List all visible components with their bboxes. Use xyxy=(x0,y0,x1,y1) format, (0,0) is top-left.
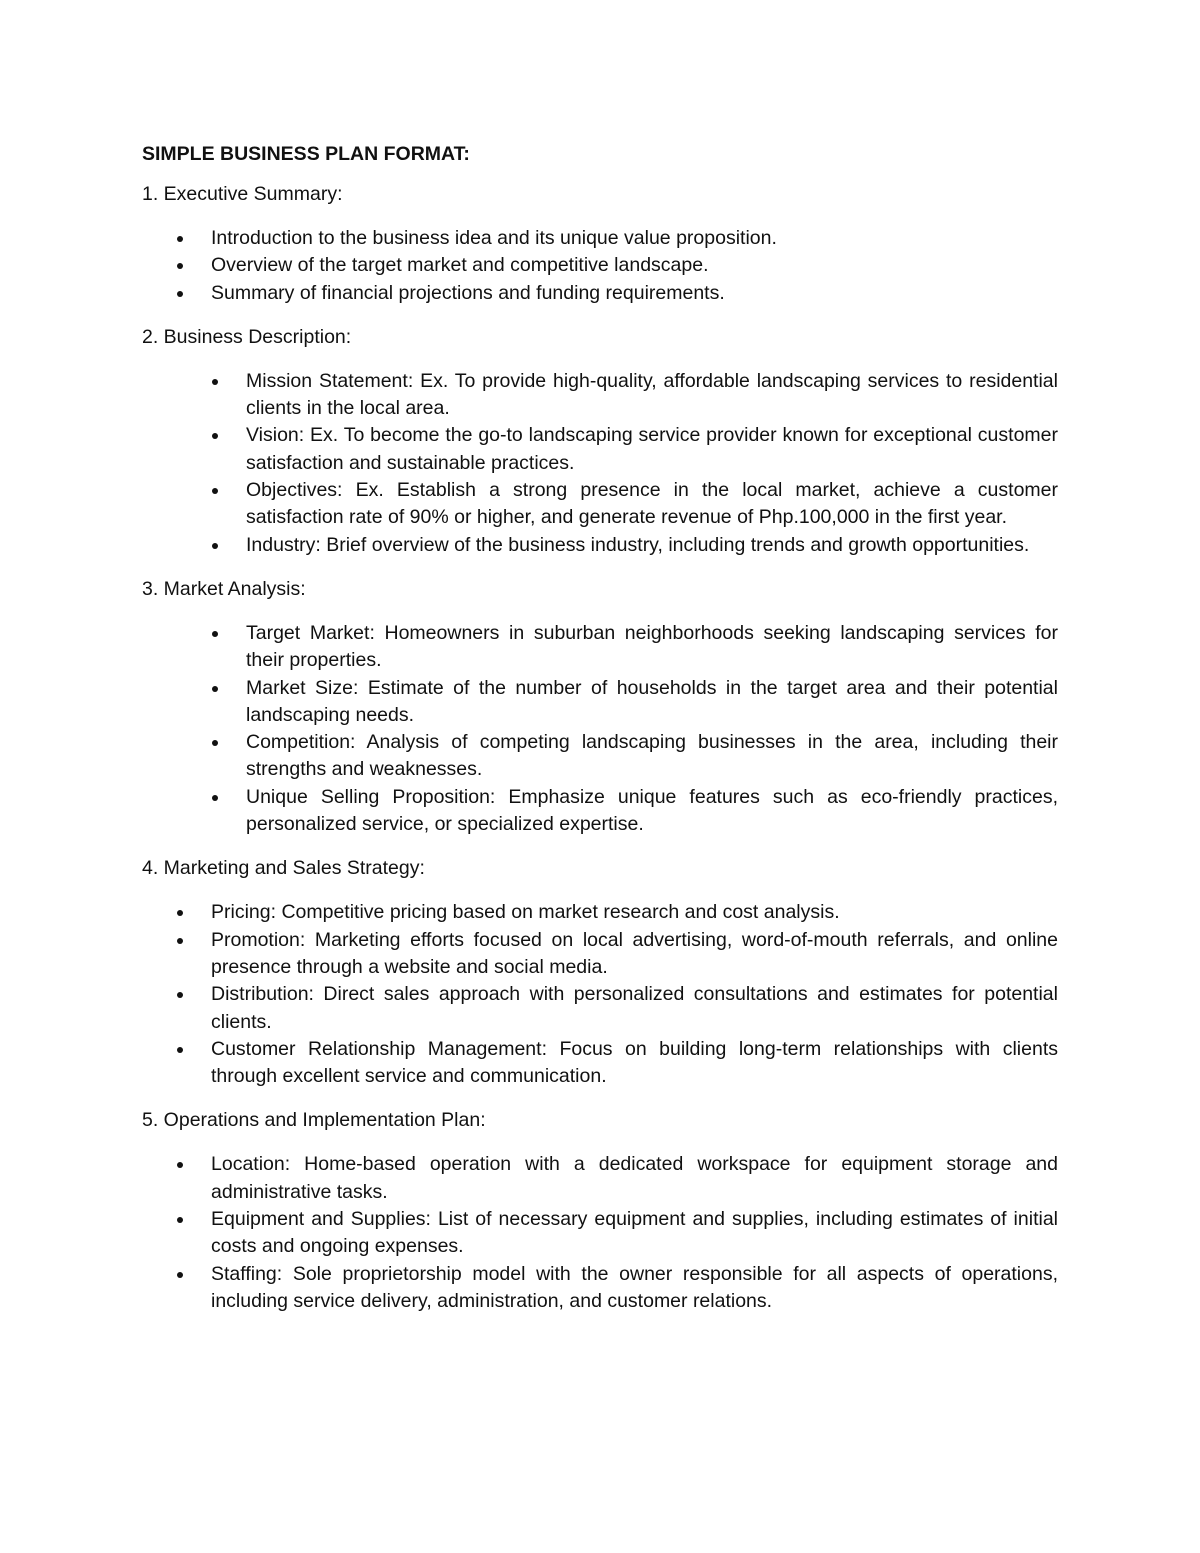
list-item-text: Target Market: Homeowners in suburban neighborhoods seeking landscaping services for their properties. xyxy=(246,621,1058,672)
section-heading-market-analysis: 3. Market Analysis: xyxy=(142,577,306,600)
bullet-list-operations-implementation xyxy=(142,1151,1058,1315)
bullet-icon xyxy=(177,1047,183,1053)
list-item xyxy=(142,225,1058,252)
list-item xyxy=(142,532,1058,559)
list-item-text: Market Size: Estimate of the number of households in the target area and their potential landscaping needs. xyxy=(246,676,1058,726)
list-item-text: Location: Home-based operation with a dedicated workspace for equipment storage and administrative tasks. xyxy=(211,1153,1058,1203)
list-item xyxy=(142,1206,1058,1261)
document-title: SIMPLE BUSINESS PLAN FORMAT: xyxy=(142,143,470,165)
list-item-text: Overview of the target market and competitive landscape. xyxy=(211,254,709,277)
list-item-text: Distribution: Direct sales approach with personalized consultations and estimates for potential clients. xyxy=(211,983,1058,1033)
bullet-icon xyxy=(212,631,218,637)
list-item xyxy=(142,927,1058,982)
bullet-icon xyxy=(212,686,218,692)
bullet-icon xyxy=(212,543,218,549)
list-item xyxy=(142,252,1058,279)
list-item-text: Introduction to the business idea and its unique value proposition. xyxy=(211,227,777,249)
list-item xyxy=(142,784,1058,839)
list-item-text: Promotion: Marketing efforts focused on local advertising, word-of-mouth referrals, and online presence through a website and social media. xyxy=(211,928,1058,978)
list-item-text: Vision: Ex. To become the go-to landscaping service provider known for exceptional customer satisfaction and sustainable practices. xyxy=(246,424,1058,474)
list-item-text: Competition: Analysis of competing landscaping businesses in the area, including their strengths and weaknesses. xyxy=(246,731,1058,781)
list-item-text: Unique Selling Proposition: Emphasize unique features such as eco-friendly practices, personalized service, or specialized expertise. xyxy=(246,785,1058,836)
bullet-icon xyxy=(177,1217,183,1223)
bullet-icon xyxy=(212,488,218,494)
list-item xyxy=(142,1261,1058,1316)
bullet-icon xyxy=(177,992,183,998)
section-heading-business-description: 2. Business Description: xyxy=(142,325,352,348)
list-item xyxy=(142,899,1058,926)
list-item-text: Summary of financial projections and funding requirements. xyxy=(211,281,725,304)
bullet-icon xyxy=(177,1272,183,1278)
bullet-icon xyxy=(212,433,218,439)
bullet-icon xyxy=(177,263,183,269)
bullet-icon xyxy=(177,236,183,242)
list-item xyxy=(142,1036,1058,1091)
list-item xyxy=(142,620,1058,675)
list-item-text: Customer Relationship Management: Focus on building long-term relationships with clients through excellent service and communication. xyxy=(211,1037,1058,1088)
list-item-text: Objectives: Ex. Establish a strong presence in the local market, achieve a customer satisfaction rate of 90% or higher, and generate revenue of Php.100,000 in the first year. xyxy=(246,479,1058,529)
bullet-icon xyxy=(177,938,183,944)
bullet-icon xyxy=(212,795,218,801)
section-heading-operations-implementation: 5. Operations and Implementation Plan: xyxy=(142,1109,486,1132)
section-heading-marketing-sales-strategy: 4. Marketing and Sales Strategy: xyxy=(142,857,425,880)
list-item-text: Pricing: Competitive pricing based on market research and cost analysis. xyxy=(211,901,840,924)
list-item xyxy=(142,368,1058,423)
bullet-list-market-analysis xyxy=(142,620,1058,838)
bullet-list-executive-summary xyxy=(142,225,1058,307)
bullet-list-marketing-sales-strategy xyxy=(142,899,1058,1090)
list-item xyxy=(142,280,1058,307)
list-item-text: Staffing: Sole proprietorship model with the owner responsible for all aspects of operations, including service delivery, administration, and customer relations. xyxy=(211,1262,1058,1312)
list-item xyxy=(142,422,1058,477)
list-item xyxy=(142,477,1058,532)
bullet-icon xyxy=(177,910,183,916)
bullet-icon xyxy=(177,291,183,297)
list-item xyxy=(142,729,1058,784)
bullet-icon xyxy=(212,379,218,385)
document-page xyxy=(142,141,1058,1332)
bullet-icon xyxy=(177,1162,183,1168)
list-item xyxy=(142,1151,1058,1206)
list-item-text: Equipment and Supplies: List of necessary equipment and supplies, including estimates of initial costs and ongoing expenses. xyxy=(211,1208,1058,1258)
list-item xyxy=(142,981,1058,1036)
list-item-text: Industry: Brief overview of the business industry, including trends and growth opportunities. xyxy=(246,533,1030,556)
list-item-text: Mission Statement: Ex. To provide high-quality, affordable landscaping services to residential clients in the local area. xyxy=(246,369,1058,420)
bullet-icon xyxy=(212,740,218,746)
list-item xyxy=(142,675,1058,730)
section-heading-executive-summary: 1. Executive Summary: xyxy=(142,183,343,205)
bullet-list-business-description xyxy=(142,368,1058,559)
